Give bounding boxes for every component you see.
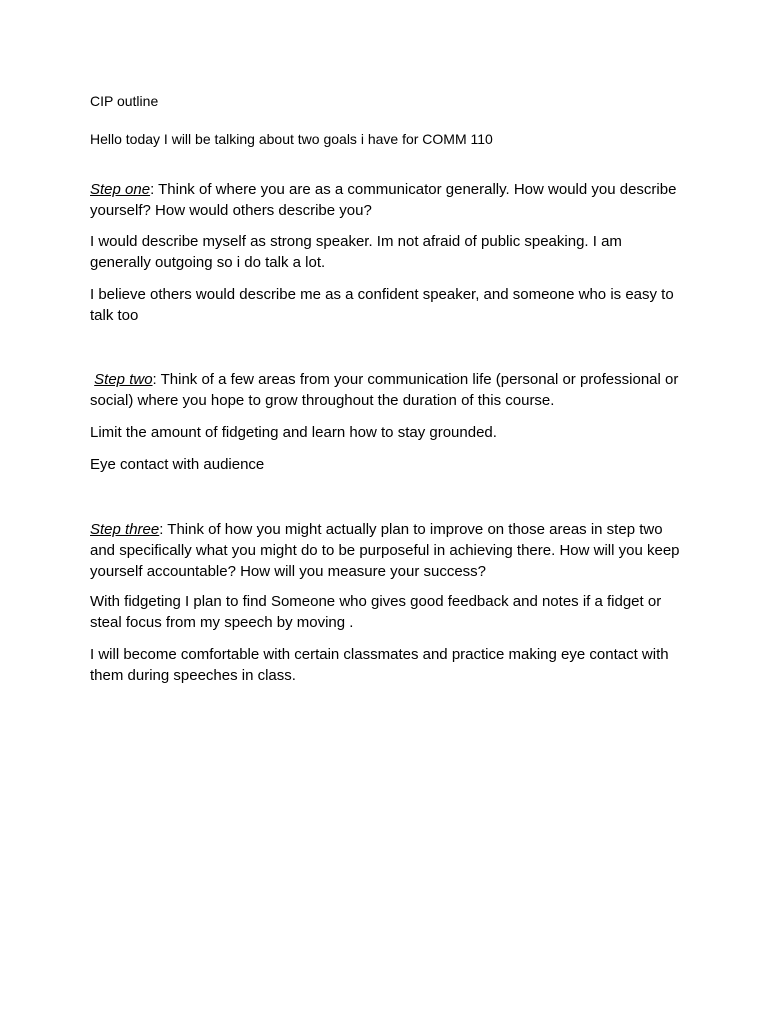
step-one-paragraph: [90, 179, 682, 221]
step-three-prompt: : Think of how you might actually plan to improve on those areas in step two and specifically what you might do to be purposeful in achieving there. How will you keep yourself accountable? How will you measure your success?: [90, 521, 680, 580]
step-two-answer-2: Eye contact with audience: [90, 456, 265, 473]
step-three-paragraph: [90, 519, 682, 582]
step-three-label: Step three: [90, 521, 160, 538]
step-one-answer-1: I would describe myself as strong speaker. Im not afraid of public speaking. I am generally outgoing so i do talk a lot.: [90, 233, 622, 271]
step-two-prompt: : Think of a few areas from your communication life (personal or professional or social) where you hope to grow throughout the duration of this course.: [90, 371, 679, 409]
step-one-label: Step one: [90, 181, 151, 198]
intro-line: Hello today I will be talking about two goals i have for COMM 110: [90, 131, 493, 147]
step-two-answer-1: Limit the amount of fidgeting and learn how to stay grounded.: [90, 424, 497, 441]
step-two-label: Step two: [94, 371, 153, 388]
step-two-paragraph: [90, 369, 682, 411]
step-one-prompt: : Think of where you are as a communicator generally. How would you describe yourself? How would others describe you?: [90, 181, 677, 219]
step-three-answer-1: With fidgeting I plan to find Someone who gives good feedback and notes if a fidget or steal focus from my speech by moving .: [90, 593, 662, 631]
step-three-answer-2: I will become comfortable with certain classmates and practice making eye contact with them during speeches in class.: [90, 646, 669, 684]
step-one-answer-2: I believe others would describe me as a confident speaker, and someone who is easy to talk too: [90, 286, 674, 324]
document-title: CIP outline: [90, 93, 159, 109]
